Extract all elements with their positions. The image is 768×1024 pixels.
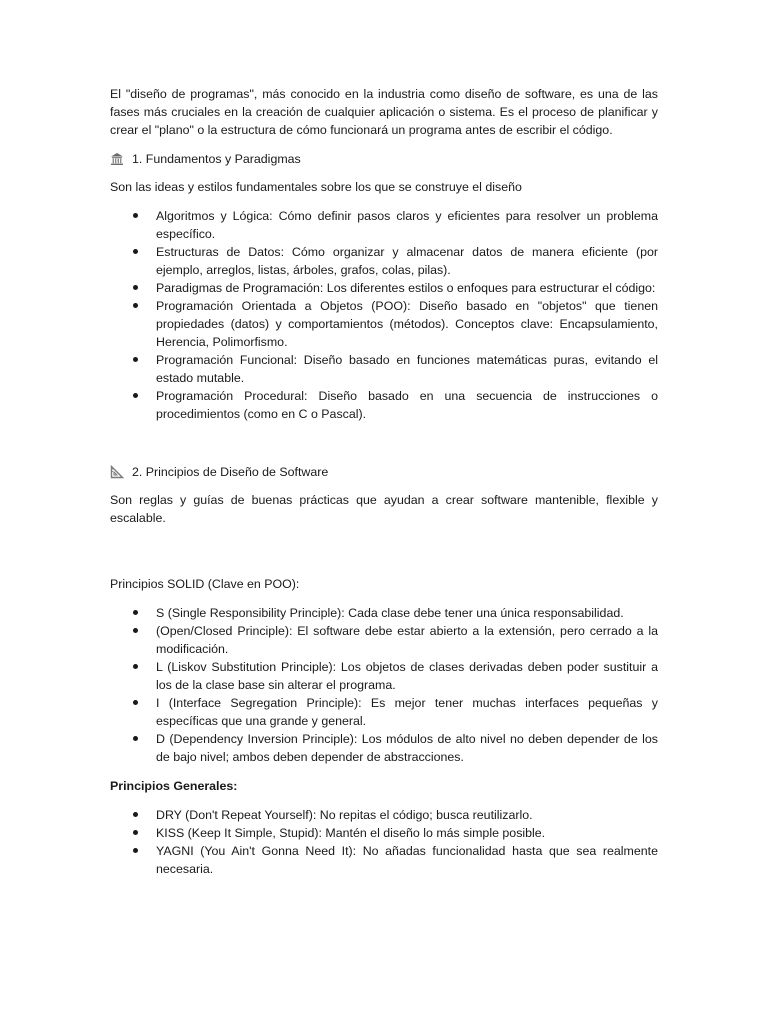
bullet-icon — [133, 213, 138, 218]
section-2-heading — [110, 463, 658, 481]
bullet-icon — [133, 303, 138, 308]
list-item: Programación Orientada a Objetos (POO): Diseño basado en "objetos" que tienen propiedades (datos) y comportamientos (métodos). Conceptos clave: Encapsulamiento, Herencia, Polimorfismo. — [110, 297, 658, 351]
document-page — [110, 85, 658, 878]
section-1-list — [110, 207, 658, 423]
bullet-icon — [133, 610, 138, 615]
list-item: S (Single Responsibility Principle): Cada clase debe tener una única responsabilidad. — [110, 604, 658, 622]
bank-icon — [110, 152, 124, 166]
list-item: KISS (Keep It Simple, Stupid): Mantén el diseño lo más simple posible. — [110, 824, 658, 842]
bullet-icon — [133, 812, 138, 817]
section-1-heading — [110, 150, 658, 168]
solid-title: Principios SOLID (Clave en POO): — [110, 577, 300, 591]
section-2-title: 2. Principios de Diseño de Software — [132, 465, 329, 479]
solid-list — [110, 604, 658, 766]
section-1-title: 1. Fundamentos y Paradigmas — [132, 152, 301, 166]
bullet-icon — [133, 357, 138, 362]
bullet-icon — [133, 700, 138, 705]
bullet-icon — [133, 393, 138, 398]
list-item: YAGNI (You Ain't Gonna Need It): No añadas funcionalidad hasta que sea realmente necesaria. — [110, 842, 658, 878]
triangular-ruler-icon — [110, 465, 124, 479]
list-item: I (Interface Segregation Principle): Es mejor tener muchas interfaces pequeñas y específicas que una grande y general. — [110, 694, 658, 730]
bullet-icon — [133, 848, 138, 853]
list-item: Estructuras de Datos: Cómo organizar y almacenar datos de manera eficiente (por ejemplo, arreglos, listas, árboles, grafos, colas, pilas). — [110, 243, 658, 279]
bullet-icon — [133, 285, 138, 290]
list-item: Programación Procedural: Diseño basado en una secuencia de instrucciones o procedimientos (como en C o Pascal). — [110, 387, 658, 423]
section-2-lead: Son reglas y guías de buenas prácticas que ayudan a crear software mantenible, flexible y escalable. — [110, 493, 658, 525]
section-1-lead: Son las ideas y estilos fundamentales sobre los que se construye el diseño — [110, 180, 522, 194]
general-list — [110, 806, 658, 878]
list-item: DRY (Don't Repeat Yourself): No repitas el código; busca reutilizarlo. — [110, 806, 658, 824]
intro-paragraph: El "diseño de programas", más conocido en la industria como diseño de software, es una de las fases más cruciales en la creación de cualquier aplicación o sistema. Es el proceso de planificar y crear el "plano" o la estructura de cómo funcionará un programa antes de escribir el código. — [110, 87, 658, 137]
list-item: L (Liskov Substitution Principle): Los objetos de clases derivadas deben poder sustituir a los de la clase base sin alterar el programa. — [110, 658, 658, 694]
list-item: Algoritmos y Lógica: Cómo definir pasos claros y eficientes para resolver un problema específico. — [110, 207, 658, 243]
list-item: (Open/Closed Principle): El software debe estar abierto a la extensión, pero cerrado a la modificación. — [110, 622, 658, 658]
bullet-icon — [133, 249, 138, 254]
list-item: Programación Funcional: Diseño basado en funciones matemáticas puras, evitando el estado mutable. — [110, 351, 658, 387]
general-title: Principios Generales: — [110, 779, 238, 793]
bullet-icon — [133, 736, 138, 741]
bullet-icon — [133, 664, 138, 669]
list-item: Paradigmas de Programación: Los diferentes estilos o enfoques para estructurar el código: — [110, 279, 658, 297]
list-item: D (Dependency Inversion Principle): Los módulos de alto nivel no deben depender de los de bajo nivel; ambos deben depender de abstracciones. — [110, 730, 658, 766]
bullet-icon — [133, 628, 138, 633]
bullet-icon — [133, 830, 138, 835]
